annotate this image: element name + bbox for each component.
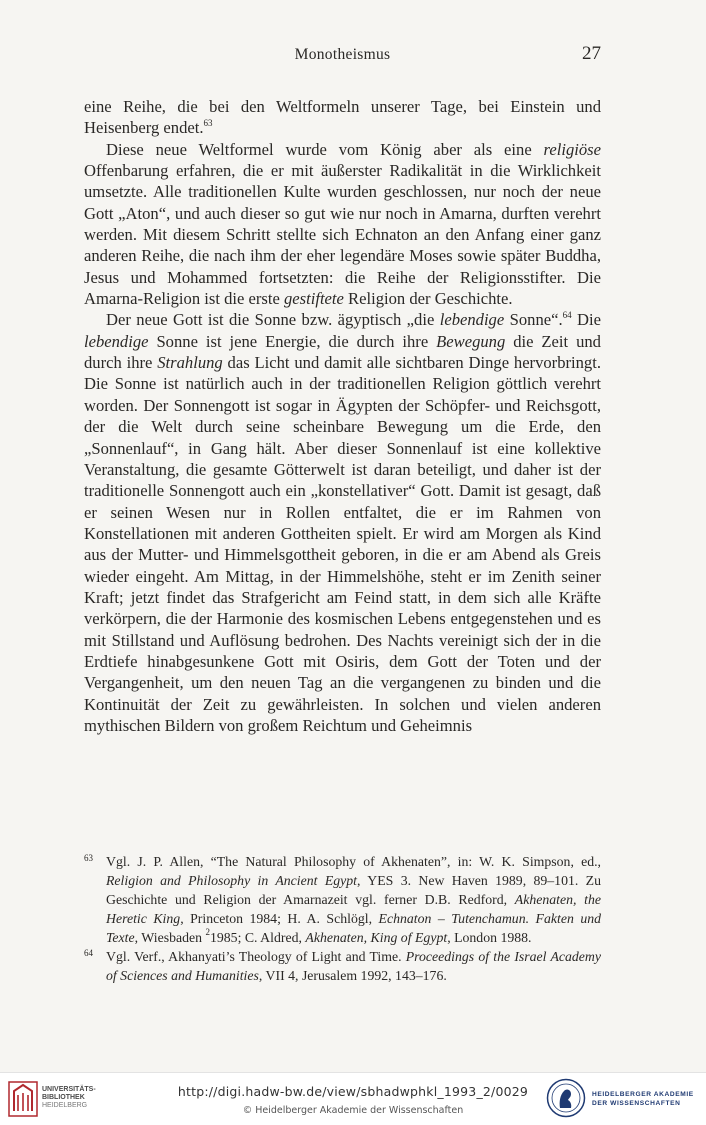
page-header xyxy=(84,43,601,70)
footnote-ref-63[interactable]: 63 xyxy=(203,118,213,129)
running-head: Monotheismus xyxy=(294,46,391,63)
paragraph-3: Der neue Gott ist die Sonne bzw. ägyptisch „die lebendige Sonne“.$^{64}$ Die lebendige Sonne ist jene Energie, die durch ihre Bewegung die Zeit und durch ihre Strahlung das Licht und damit alle sichtbaren Dinge hervorbringt. Die Sonne ist natürlich auch in der traditionellen Religion göttlich verehrt worden. Der Sonnengott ist sogar in Ägypten der Schöpfer- und Reichsgott, der die Welt durch seine scheinbare Bewegung um die Erde, den „Sonnenlauf“, in Gang hält. Aber dieser Sonnenlauf ist eine kollektive Veranstaltung, die gesamte Götterwelt ist daran beteiligt, und daher ist der traditionelle Sonnengott auch ein „konstellativer“ Gott. Damit ist gesagt, daß er seinen Wesen nur in Rollen entfaltet, die er im Rahmen von Konstellationen mit anderen Gottheiten spielt. Er wird am Morgen als Kind aus der Mutter- und Himmelsgottheit geboren, in die er am Abend als Greis wieder eingeht. Am Mittag, in der Himmelshöhe, steht er im Zenith seiner Kraft; jetzt findet das Strafgericht am Feind statt, in dem sich alle Kräfte verkörpern, die der Harmonie des kosmischen Lebens entgegenstehen und es mit Stillstand und Auflösung bedrohen. Des Nachts vereinigt sich der in die Erdtiefe hinabgesunkene Gott mit Osiris, dem Gott der Toten und der Vergangenheit, um den neuen Tag an die vergangenen zu binden und die Kontinuität der Zeit zu gewährleisten. In solchen und vielen anderen mythischen Bildern von großem Reichtum und Geheimnis xyxy=(84,310,602,735)
footnote-mark: 64 xyxy=(84,948,93,958)
footnote-ref-64[interactable]: 64 xyxy=(562,310,572,321)
viewer-footer xyxy=(0,1072,706,1125)
main-text xyxy=(84,96,601,736)
footnote-64: 64 Vgl. Verf., Akhanyati’s Theology of Light and Time. Proceedings of the Israel Academy of Sciences and Humanities, VII 4, Jerusalem 1992, 143–176. xyxy=(84,948,602,983)
page-number: 27 xyxy=(582,43,601,64)
paragraph-2: Diese neue Weltformel wurde vom König aber als eine religiöse Offenbarung erfahren, die er mit äußerster Radikalität in die Wirklichkeit umsetzte. Alle traditionellen Kulte wurden geschlossen, nur noch der neue Gott „Aton“, und auch dieser so gut wie nur noch in Amarna, durften verehrt werden. Mit diesem Schritt stellte sich Echnaton an den Anfang einer ganz anderen Reihe, die nach ihm der eher legendäre Moses sowie später Buddha, Jesus und Mohammed fortsetzten: die Reihe der Religionsstifter. Die Amarna-Religion ist die erste gestiftete Religion der Geschichte. xyxy=(84,139,601,309)
university-library-name: UNIVERSITÄTS- BIBLIOTHEK HEIDELBERG xyxy=(42,1086,96,1109)
paragraph-1: eine Reihe, die bei den Weltformeln unserer Tage, bei Einstein und Heisenberg endet.$^{63}$ xyxy=(84,97,601,138)
academy-seal-icon[interactable] xyxy=(546,1078,586,1118)
footnotes xyxy=(84,852,601,985)
footnote-mark: 63 xyxy=(84,853,93,863)
permalink-url[interactable]: http://digi.hadw-bw.de/view/sbhadwphkl_1993_2/0029 xyxy=(177,1084,529,1099)
footnote-63: 63 Vgl. J. P. Allen, “The Natural Philosophy of Akhenaten”, in: W. K. Simpson, ed., Religion and Philosophy in Ancient Egypt, YES 3. New Haven 1989, 89–101. Zu Geschichte und Religion der Amarnazeit vgl. ferner D.B. Redford, Akhenaten, the Heretic King, Princeton 1984; H. A. Schlögl, Echnaton – Tutenchamun. Fakten und Texte, Wiesbaden $^2$1985; C. Aldred, Akhenaten, King of Egypt, London 1988. xyxy=(84,853,602,945)
copyright-notice: © Heidelberger Akademie der Wissenschaften xyxy=(242,1105,464,1116)
academy-name: HEIDELBERGER AKADEMIE DER WISSENSCHAFTEN xyxy=(592,1091,694,1107)
